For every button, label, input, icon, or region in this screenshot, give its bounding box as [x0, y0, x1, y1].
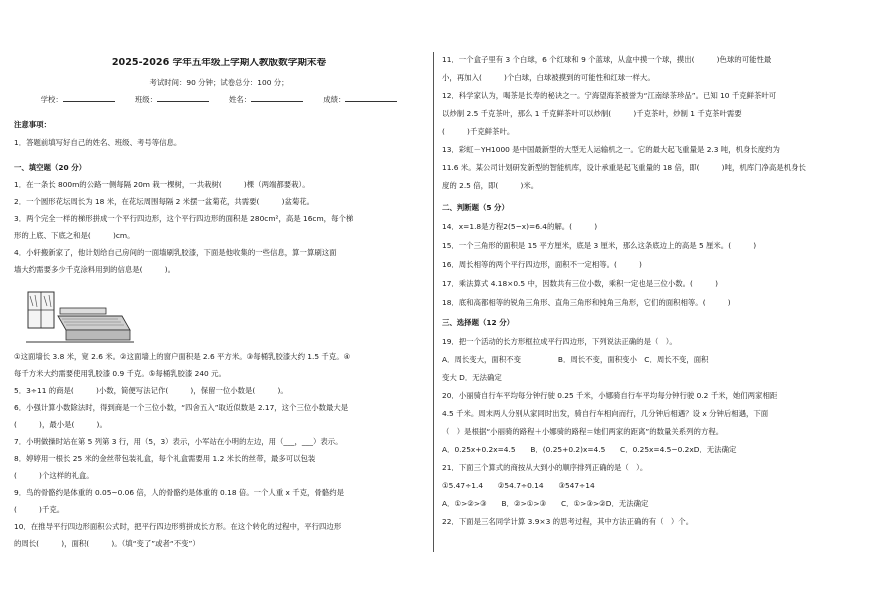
- option-line: 变大 D．无法确定: [442, 373, 502, 382]
- left-column: [14, 0, 424, 616]
- section-heading: 二、判断题（5 分）: [442, 203, 509, 212]
- question-line: ( )，最小是( )。: [14, 420, 107, 429]
- option-line: A．周长变大，面积不变 B．周长不变，面积变小 C．周长不变，面积: [442, 355, 709, 364]
- section-heading: 一、填空题（20 分）: [14, 163, 86, 172]
- exam-title: 2025-2026 学年五年级上学期人教版数学期末卷: [111, 58, 327, 68]
- question-line: 18．底和高都相等的锐角三角形、直角三角形和钝角三角形，它们的面积相等。( ): [442, 298, 731, 307]
- question-line: 小，再加入( )个白球，白球被摸到的可能性和红球一样大。: [442, 73, 655, 82]
- question-line: 14．x=1.8是方程2(5−x)=6.4的解。( ): [442, 222, 598, 231]
- question-line: 21．下面三个算式的商按从大到小的顺序排列正确的是（ ）。: [442, 463, 648, 472]
- question-line: 17．乘法算式 4.18×0.5 中，因数共有三位小数，乘积一定也是三位小数。( ): [442, 279, 718, 288]
- question-line: 5．3÷11 的商是( )小数，简便写法记作( )，保留一位小数是( )。: [14, 386, 288, 395]
- column-divider: [433, 52, 434, 552]
- note-line: 1．答题前填写好自己的姓名、班级、考号等信息。: [14, 138, 182, 147]
- field-name[interactable]: 姓名：: [229, 94, 303, 105]
- student-fields: [14, 94, 424, 105]
- question-line: 12．科学家认为，喝茶是长寿的秘诀之一。宁海望海茶被誉为“江南绿茶珍品”。已知 10 千克鲜茶叶可: [442, 91, 777, 100]
- question-line: 9．鸟的骨骼约是体重的 0.05~0.06 倍，人的骨骼约是体重的 0.18 倍。一个人重 x 千克，骨骼约是: [14, 488, 345, 497]
- field-school[interactable]: 学校：: [41, 94, 115, 105]
- question-line: 1．在一条长 800m的公路一侧每隔 20m 栽一棵树，一共栽树( )棵（两端都要栽）。: [14, 180, 310, 189]
- question-line: 15．一个三角形的面积是 15 平方厘米，底是 3 厘米，那么这条底边上的高是 5 厘米。( ): [442, 241, 757, 250]
- question-line: 4.5 千米。周末两人分别从家同时出发，骑自行车相向而行，几分钟后相遇？设 x 分钟后相遇，下面: [442, 409, 769, 418]
- room-illustration: [26, 290, 134, 346]
- question-line: ( )千克鲜茶叶。: [442, 127, 515, 136]
- option-line: A．0.25x+0.2x=4.5 B．(0.25+0.2)x=4.5 C．0.25x=4.5−0.2xD．无法确定: [442, 445, 737, 454]
- question-line: 6．小强计算小数除法时，得到商是一个三位小数，“四舍五入”取近似数是 2.17，这个三位小数最大是: [14, 403, 349, 412]
- notes-heading: 注意事项：: [14, 120, 51, 129]
- question-line: 11.6 米。某公司计划研发新型的智能机库，设计承重是起飞重量的 18 倍，即( )吨，机库门净高是机身长: [442, 163, 806, 172]
- question-line: 以炒制 2.5 千克茶叶，那么 1 千克鲜茶叶可以炒制( )千克茶叶，炒制 1 千克茶叶需要: [442, 109, 742, 118]
- question-line: 13．彩虹－YH1000 是中国最新型的大型无人运输机之一。它的最大起飞重量是 2.3 吨，机身长度约为: [442, 145, 780, 154]
- question-line: 20．小丽骑自行车平均每分钟行驶 0.25 千米，小娜骑自行车平均每分钟行驶 0.2 千米，她们两家相距: [442, 391, 778, 400]
- question-line: 22．下面是三名同学计算 3.9×3 的思考过程，其中方法正确的有（ ）个。: [442, 517, 694, 526]
- question-line: ①5.47÷1.4 ②54.7÷0.14 ③547÷14: [442, 481, 595, 490]
- question-line: 形的上底、下底之和是( )cm。: [14, 231, 135, 240]
- question-line: ( )个这样的礼盒。: [14, 471, 94, 480]
- field-class[interactable]: 班级：: [135, 94, 209, 105]
- question-line: ①这面墙长 3.8 米，宽 2.6 米。②这面墙上的窗户面积是 2.6 平方米。③每桶乳胶漆大约 1.5 千克。④: [14, 352, 351, 361]
- section-heading: 三、选择题（12 分）: [442, 318, 514, 327]
- exam-info: 考试时间：90 分钟；试卷总分：100 分；: [149, 78, 289, 87]
- question-line: 16．周长相等的两个平行四边形，面积不一定相等。( ): [442, 260, 642, 269]
- question-line: 3．两个完全一样的梯形拼成一个平行四边形，这个平行四边形的面积是 280cm²，高是 16cm，每个梯: [14, 214, 354, 223]
- question-line: 19．把一个活动的长方形框拉成平行四边形，下列说法正确的是（ ）。: [442, 337, 677, 346]
- right-column: [442, 0, 858, 616]
- question-line: 7．小明做操时站在第 5 列第 3 行，用（5，3）表示，小军站在小明的左边，用（___，___）表示。: [14, 437, 343, 446]
- question-line: 墙大约需要多少千克涂料用到的信息是( )。: [14, 265, 175, 274]
- question-line: 10．在推导平行四边形面积公式时，把平行四边形剪拼成长方形。在这个转化的过程中，平行四边形: [14, 522, 342, 531]
- question-line: 4．小轩搬新家了，他计划给自己房间的一面墙刷乳胶漆，下面是他收集的一些信息，算一算刷这面: [14, 248, 337, 257]
- question-line: 的周长( )，面积( )。（填“变了”或者“不变”）: [14, 539, 200, 548]
- option-line: A．①>②>③ B．②>①>③ C．①>③>②D．无法确定: [442, 499, 649, 508]
- field-score[interactable]: 成绩：: [323, 94, 397, 105]
- question-line: 8．婷婷用一根长 25 米的金丝带包装礼盒，每个礼盒需要用 1.2 米长的丝带，最多可以包装: [14, 454, 316, 463]
- question-line: 度的 2.5 倍，即( )米。: [442, 181, 539, 190]
- question-line: 每千方米大约需要使用乳胶漆 0.9 千克。⑤每桶乳胶漆 240 元。: [14, 369, 226, 378]
- question-line: 2．一个圆形花坛周长为 18 米，在花坛周围每隔 2 米摆一盆菊花，共需要( )盆菊花。: [14, 197, 315, 206]
- question-line: 11．一个盒子里有 3 个白球，6 个红球和 9 个蓝球，从盒中摸一个球，摸出( )色球的可能性最: [442, 55, 772, 64]
- question-line: （ ）是根据“小丽骑的路程＋小娜骑的路程＝她们两家的距离”的数量关系列的方程。: [442, 427, 724, 436]
- question-line: ( )千克。: [14, 505, 65, 514]
